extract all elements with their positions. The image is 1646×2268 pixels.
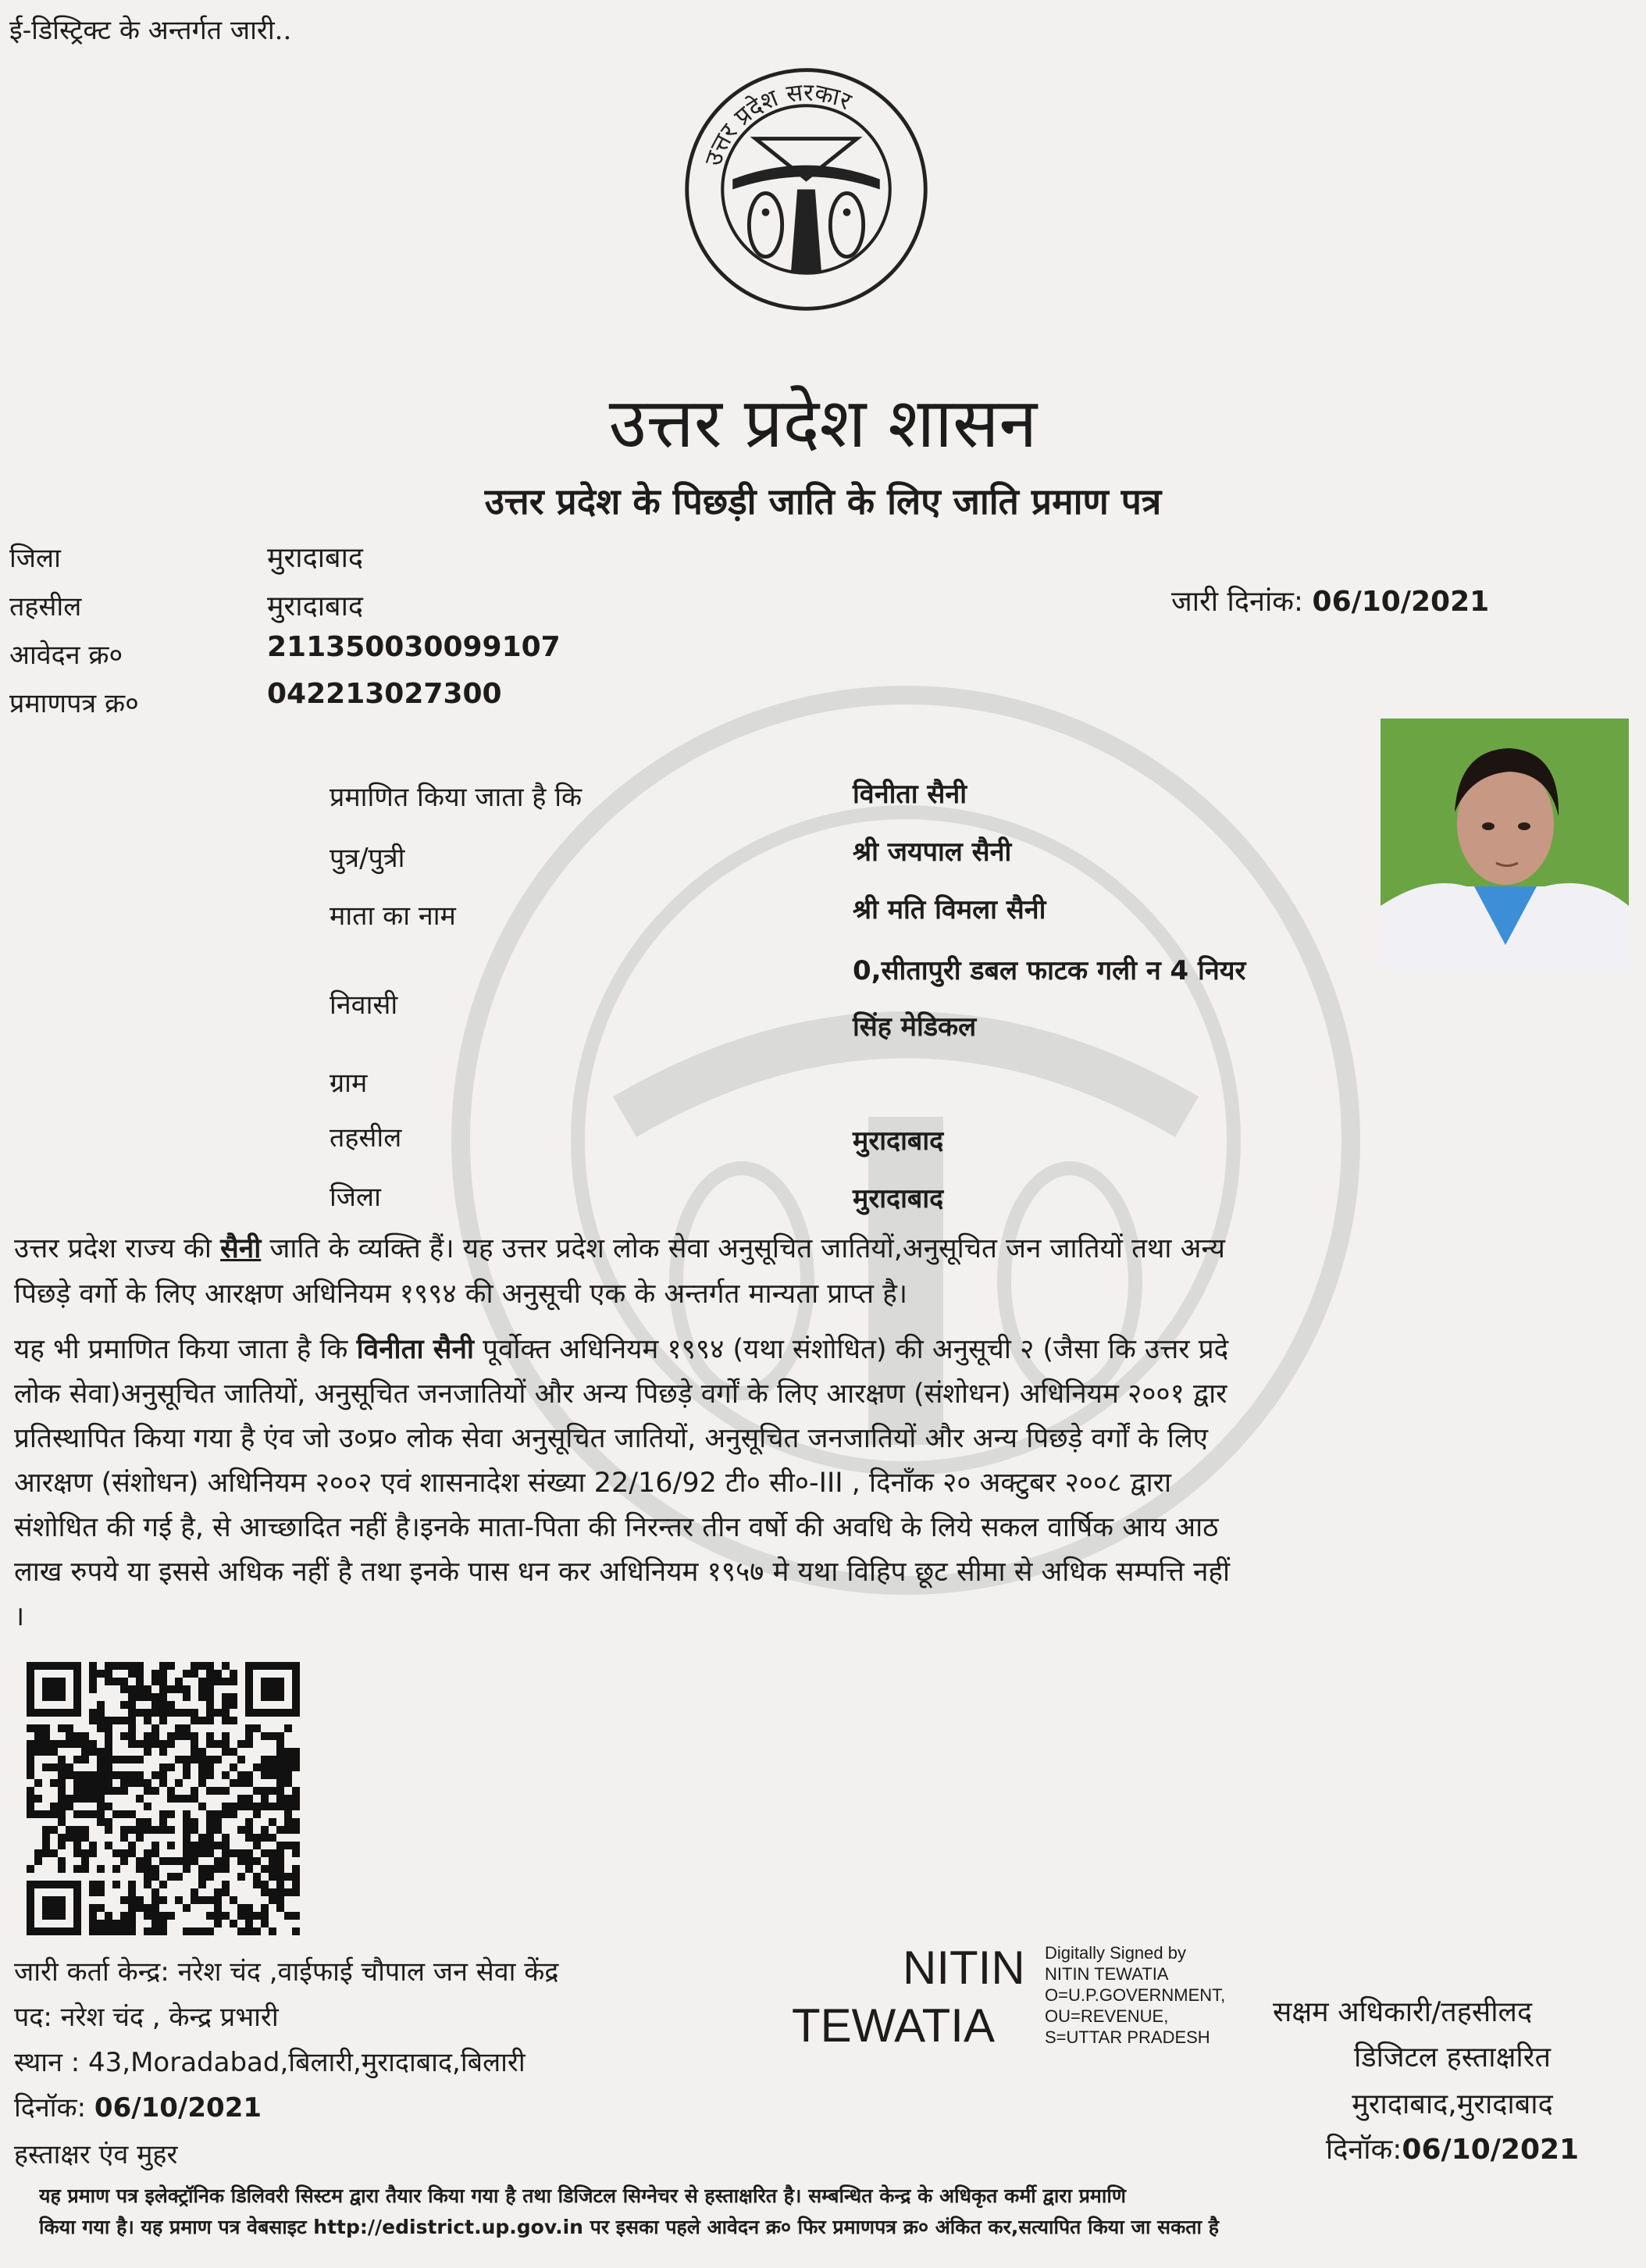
para2-line5: संशोधित की गई है, से आच्छादित नहीं है।इनके माता-पिता की निरन्तर तीन वर्षो की अवधि के लिये सकल वार्षिक आय आठ	[14, 1512, 1219, 1543]
sig-line-2: NITIN TEWATIA	[1045, 1964, 1169, 1984]
caste-name: सैनी	[220, 1233, 262, 1264]
address-line-2: सिंह मेडिकल	[853, 1011, 977, 1043]
notice-line-2: किया गया है। यह प्रमाण पत्र वेबसाइट http://edistrict.up.gov.in पर इसका पहले आवेदन क्र० फिर प्रमाणपत्र क्र० अंकित कर,सत्यापित किया जा सकता है	[39, 2216, 1219, 2238]
certificate-number-label: प्रमाणपत्र क्र०	[9, 688, 139, 719]
issuer-date-value: 06/10/2021	[94, 2092, 262, 2124]
para2-text: यह भी प्रमाणित किया जाता है कि	[14, 1334, 357, 1365]
authority-place: मुरादाबाद,मुरादाबाद	[1352, 2088, 1553, 2120]
verification-notice	[39, 2181, 1640, 2243]
para1-line2: पिछड़े वर्गो के लिए आरक्षण अधिनियम १९९४ की अनुसूची एक के अन्तर्गत मान्यता प्राप्त है।	[14, 1278, 908, 1310]
authority-date	[1281, 2129, 1624, 2167]
sig-line-4: OU=REVENUE,	[1045, 2006, 1169, 2026]
issuer-date-label: दिनॉक:	[14, 2092, 87, 2124]
certificate-title: उत्तर प्रदेश के पिछड़ी जाति के लिए जाति प्रमाण पत्र	[484, 480, 1162, 522]
para2-text-cont: पूर्वोक्त अधिनियम १९९४ (यथा संशोधित) की अनुसूची २ (जैसा कि उत्तर प्रदे	[473, 1334, 1229, 1365]
digital-signature-details	[1045, 1942, 1225, 2048]
para2-line3: प्रतिस्थापित किया गया है एंव जो उ०प्र० लोक सेवा अनुसूचित जातियों, अनुसूचित जनजातियों और अन्य पिछड़े वर्गों के लिए	[14, 1423, 1209, 1454]
address-line-1: 0,सीतापुरी डबल फाटक गली न 4 नियर	[853, 955, 1246, 986]
application-number: 211350030099107	[267, 631, 561, 663]
applicant-photo	[1381, 719, 1629, 970]
sig-line-1: Digitally Signed by	[1045, 1943, 1186, 1963]
district-label: जिला	[9, 543, 61, 574]
para2-line6: लाख रुपये या इससे अधिक नहीं है तथा इनके पास धन कर अधिनियम १९५७ मे यथा विहिप छूट सीमा से अधिक सम्पत्ति नहीं	[14, 1557, 1231, 1588]
signature-seal-label: हस्ताक्षर एंव मुहर	[14, 2139, 178, 2170]
para2-line2: लोक सेवा)अनुसूचित जातियों, अनुसूचित जनजातियों और अन्य पिछड़े वर्गों के लिए आरक्षण (संशोधन) अधिनियम २००१ द्वार	[14, 1378, 1227, 1410]
authority-date-label: दिनॉक:	[1325, 2134, 1402, 2166]
top-note: ई-डिस्ट्रिक्ट के अन्तर्गत जारी..	[9, 15, 292, 46]
svg-text:उत्तर प्रदेश सरकार: उत्तर प्रदेश सरकार	[699, 78, 856, 169]
tehsil-label: तहसील	[9, 591, 82, 622]
mother-name: श्री मति विमला सैनी	[853, 894, 1046, 925]
applicant-name: विनीता सैनी	[853, 779, 967, 810]
para2-line4: आरक्षण (संशोधन) अधिनियम २००२ एवं शासनादेश संख्या 22/16/92 टी० सी०-III , दिनाँक २० अक्टुबर २००८ द्वारा	[14, 1467, 1172, 1499]
up-government-emblem	[679, 62, 933, 316]
para1-text: उत्तर प्रदेश राज्य की	[14, 1233, 221, 1264]
sig-line-3: O=U.P.GOVERNMENT,	[1045, 1985, 1226, 2005]
non-creamy-paragraph	[14, 1328, 1638, 1639]
field-label-resident: निवासी	[330, 990, 398, 1021]
father-name: श्री जयपाल सैनी	[853, 836, 1012, 868]
tehsil-value: मुरादाबाद	[267, 590, 364, 622]
issuer-place: स्थान : 43,Moradabad,बिलारी,मुरादाबाद,बिलारी	[14, 2047, 526, 2078]
para1-text-cont: जाति के व्यक्ति हैं। यह उत्तर प्रदेश लोक सेवा अनुसूचित जातियों,अनुसूचित जन जातियों तथा अन्य	[261, 1233, 1225, 1264]
issuer-date	[14, 2088, 262, 2124]
signer-last-name: TEWATIA	[792, 1999, 995, 2052]
field-label-village: ग्राम	[330, 1068, 368, 1099]
district-value: मुरादाबाद	[267, 542, 364, 574]
issue-date-value: 06/10/2021	[1312, 586, 1490, 618]
certificate-number: 042213027300	[267, 678, 502, 710]
notice-line-1: यह प्रमाण पत्र इलेक्ट्रॉनिक डिलिवरी सिस्टम द्वारा तैयार किया गया है तथा डिजिटल सिग्नेचर से हस्ताक्षरित है। सम्बन्धित केन्द्र के अधिकृत कर्मी द्वारा प्रमाणि	[39, 2184, 1126, 2207]
field-label-tehsil: तहसील	[330, 1122, 402, 1154]
field-label-district: जिला	[330, 1182, 381, 1213]
issue-date	[1171, 581, 1489, 619]
issue-date-label: जारी दिनांक:	[1171, 586, 1304, 618]
application-label: आवेदन क्र०	[9, 640, 123, 671]
field-label-mother: माता का नाम	[330, 900, 456, 932]
authority-title: सक्षम अधिकारी/तहसीलद	[1273, 1996, 1533, 2028]
issuing-center: जारी कर्ता केन्द्र: नरेश चंद ,वाईफाई चौपाल जन सेवा केंद्र	[14, 1956, 559, 1988]
field-label-child-of: पुत्र/पुत्री	[330, 843, 405, 874]
applicant-name-inline: विनीता सैनी	[356, 1334, 474, 1365]
para2-line7: ।	[14, 1601, 25, 1632]
government-heading: उत्तर प्रदेश शासन	[608, 383, 1038, 463]
district-field-value: मुरादाबाद	[853, 1183, 944, 1214]
qr-code[interactable]	[27, 1662, 300, 1935]
tehsil-field-value: मुरादाबाद	[853, 1125, 944, 1157]
authority-digital: डिजिटल हस्ताक्षरित	[1354, 2042, 1551, 2074]
authority-date-value: 06/10/2021	[1402, 2134, 1580, 2166]
signer-first-name: NITIN	[903, 1942, 1025, 1994]
caste-paragraph	[14, 1226, 1638, 1317]
field-label-certify: प्रमाणित किया जाता है कि	[330, 782, 583, 813]
issuer-post: पद: नरेश चंद , केन्द्र प्रभारी	[14, 2002, 279, 2033]
sig-line-5: S=UTTAR PRADESH	[1045, 2027, 1210, 2047]
